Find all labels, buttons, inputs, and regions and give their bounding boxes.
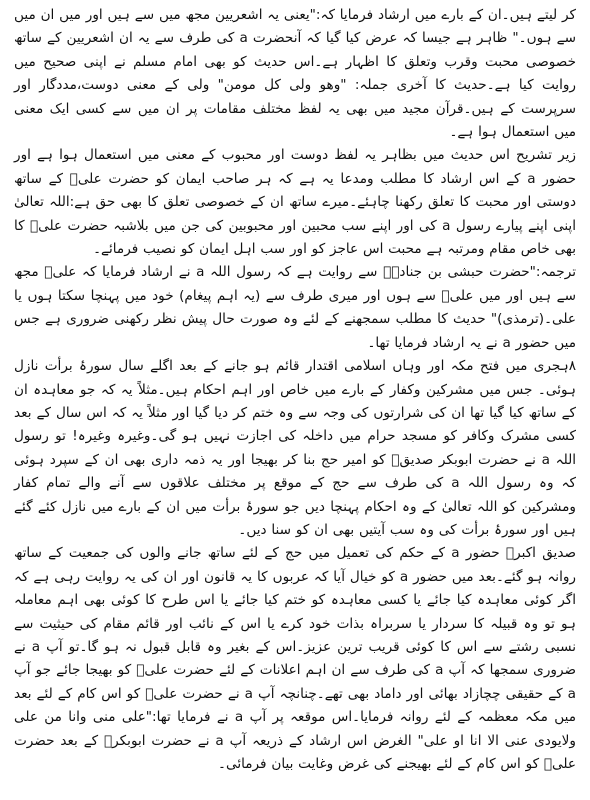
paragraph-friendship-explanation: زیر تشریح اس حدیث میں بظاہر یہ لفظ دوست اور محبوب کے معنی میں استعمال ہوا ہے اور حضور a کے اس ارشاد کا مطلب ومدعا یہ ہے کہ ہر صاحب ایمان کو حضرت علیؓ کے ساتھ دوستی اور محبت کا تعلق رکھنا چاہئے۔میرے ساتھ ان کے خصوصی تعلق کا بھی حق ہے:اللہ تعالیٰ اپنی اپنے پیارے رسول a کی اور اپنے سب محبین اور محبوبین کی جن میں بلاشبہ حضرت علیؓ کا بھی خاص مقام ومرتبہ ہے محبت اس عاجز کو اور سب اہل ایمان کو نصیب فرمائے۔ — [14, 147, 576, 258]
paragraph-surah-baraat-context: ٨ہجری میں فتح مکہ اور وہاں اسلامی اقتدار قائم ہو جانے کے بعد اگلے سال سورۂ برأت نازل ہوئی۔ جس میں مشرکین وکفار کے بارے میں خاص اور اہم احکام ہیں۔مثلاً یہ کہ جو معاہدہ ان کے ساتھ کیا گیا تھا ان کی شرارتوں کی وجہ سے وہ ختم کر دیا گیا اور مثلاً یہ کہ اس سال کے بعد کسی مشرک وکافر کو مسجد حرام میں داخلہ کی اجازت نہیں ہو گی۔وغیرہ وغیرہ! تو رسول اللہ a نے حضرت ابوبکر صدیقؓ کو امیر حج بنا کر بھیجا اور یہ ذمہ داری بھی ان کے سپرد ہوئی کہ وہ رسول اللہ a کی طرف سے حج کے موقع پر مختلف علاقوں سے آنے والے تمام کفار ومشرکین کو اللہ تعالیٰ کے وہ احکام پہنچا دیں جو سورۂ برأت میں ان کے بارے میں نازل کئے گئے ہیں اور سورۂ برأت کی وہ سب آیتیں بھی ان کو سنا دیں۔ — [14, 358, 577, 538]
paragraph-ashariyeen: کر لیتے ہیں۔ان کے بارے میں ارشاد فرمایا کہ:"یعنی یہ اشعریین مجھ میں سے ہیں اور میں ان میں سے ہوں۔" ظاہر ہے جیسا کہ عرض کیا گیا کہ آنحضرت a کی طرف سے یہ ان اشعریین کے ساتھ خصوصی محبت وقرب وتعلق کا اظہار ہے۔اس حدیث کو بھی امام مسلم نے اپنی صحیح میں روایت کیا ہے۔حدیث کا آخری جملہ: "وھو ولی کل مومن" ولی کے معنی دوست،مددگار اور سرپرست کے ہیں۔قرآن مجید میں بھی یہ لفظ مختلف مقامات پر ان میں سے کسی ایک معنی میں استعمال ہوا ہے۔ — [14, 7, 576, 141]
paragraph-hadith-translation: ترجمہ:"حضرت حبشی بن جنادہؓ سے روایت ہے کہ رسول اللہ a نے ارشاد فرمایا کہ علیؓ مجھ سے ہیں اور میں علیؓ سے ہوں اور میری طرف سے (یہ اہم پیغام) خود میں پہنچا سکتا ہوں یا علی۔(ترمذی)" حدیث کا مطلب سمجھنے کے لئے وہ صورت حال پیش نظر رکھنی ضروری ہے جس میں حضور a نے یہ ارشاد فرمایا تھا۔ — [14, 264, 576, 351]
paragraph-siddiq-akbar-hajj: صدیق اکبرؓ حضور a کے حکم کی تعمیل میں حج کے لئے ساتھ جانے والوں کی جمعیت کے ساتھ روانہ ہو گئے۔بعد میں حضور a کو خیال آیا کہ عربوں کا یہ قانون اور ان کی یہ روایت رہی ہے کہ اگر کوئی معاہدہ کیا جائے یا کسی معاہدہ کو ختم کیا جائے یا اس طرح کا کوئی بھی اہم معاملہ ہو تو وہ قبیلہ کا سردار یا سربراہ بذات خود کرے یا اس کے نائب اور قائم مقام کی حیثیت سے نسبی رشتے سے اس کا کوئی قریب ترین عزیز۔اس کے بغیر وہ قابل قبول نہ ہو گا۔تو آپ a نے ضروری سمجھا کہ آپ a کی طرف سے ان اہم اعلانات کے لئے حضرت علیؓ کو بھیجا جائے جو آپ a کے حقیقی چچازاد بھائی اور داماد بھی تھے۔چنانچہ آپ a نے حضرت علیؓ کو اس کام کے لئے بعد میں مکہ معظمہ کے لئے روانہ فرمایا۔اس موقعہ پر آپ a نے فرمایا تھا:"علی منی وانا من علی ولایودی عنی الا انا او علی" الغرض اس ارشاد کے ذریعہ آپ a نے حضرت ابوبکرؓ کے بعد حضرت علیؓ کو اس کام کے لئے بھیجنے کی غرض وغایت بیان فرمائی۔ — [14, 545, 576, 772]
document-page — [14, 4, 576, 796]
